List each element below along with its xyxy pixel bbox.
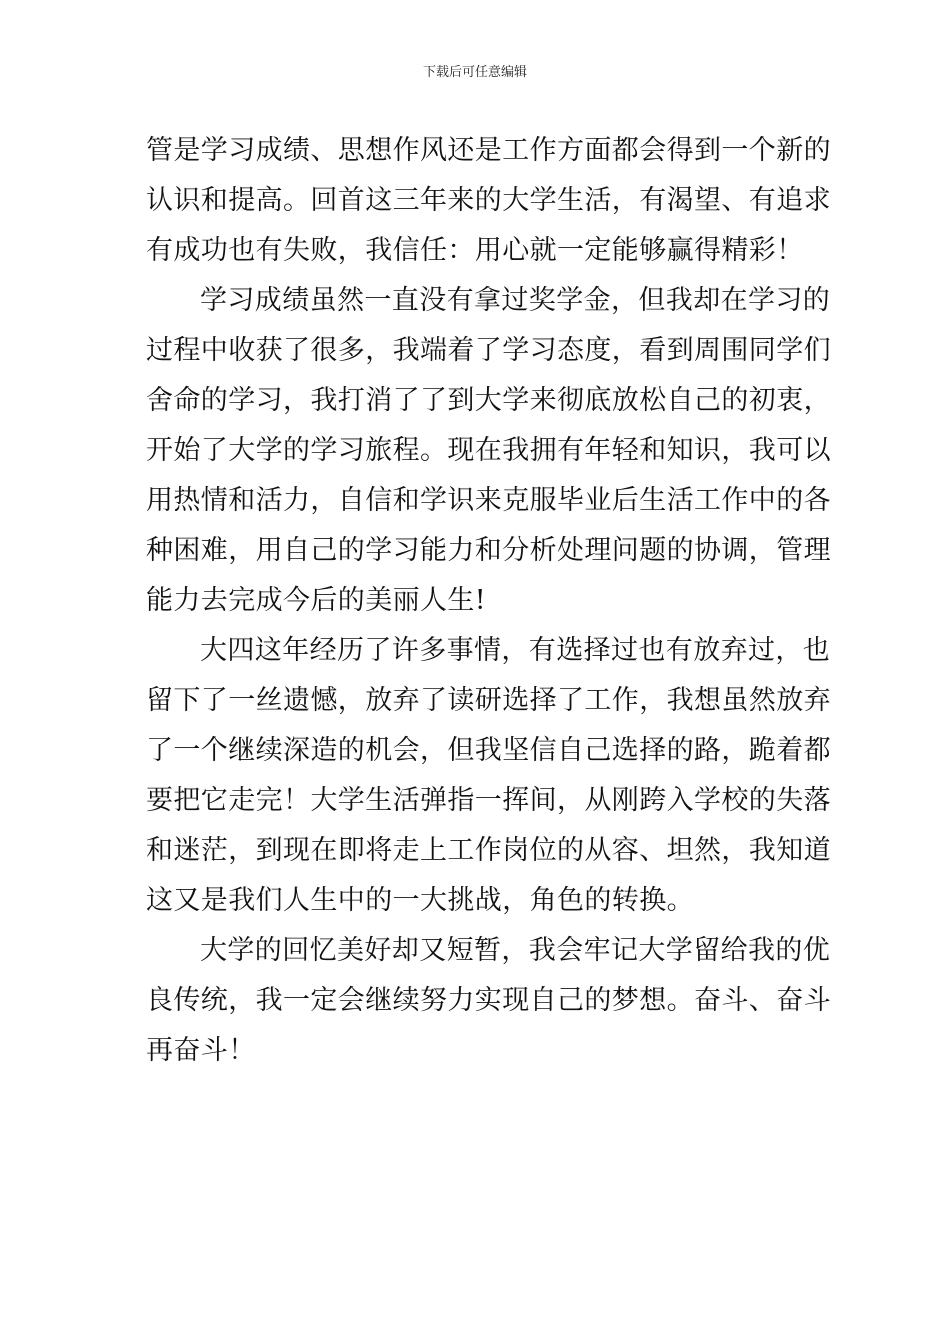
text-line: 大学的回忆美好却又短暂，我会牢记大学留给我的优 — [200, 935, 831, 966]
page-header: 下载后可任意编辑 — [422, 65, 527, 80]
text-line: 舍命的学习，我打消了了到大学来彻底放松自己的初衷， — [146, 385, 831, 416]
text-line: 管是学习成绩、思想作风还是工作方面都会得到一个新的 — [146, 135, 831, 166]
text-line: 大四这年经历了许多事情，有选择过也有放弃过，也 — [200, 635, 831, 666]
document-body — [146, 126, 831, 1076]
text-line: 有成功也有失败，我信任：用心就一定能够赢得精彩！ — [146, 235, 804, 266]
text-line: 认识和提高。回首这三年来的大学生活，有渴望、有追求 — [146, 185, 831, 216]
text-line: 了一个继续深造的机会，但我坚信自己选择的路，跪着都 — [146, 735, 831, 766]
text-line: 学习成绩虽然一直没有拿过奖学金，但我却在学习的 — [200, 285, 831, 316]
paragraph-2 — [146, 276, 831, 626]
text-line: 用热情和活力，自信和学识来克服毕业后生活工作中的各 — [146, 485, 831, 516]
text-line: 留下了一丝遗憾，放弃了读研选择了工作，我想虽然放弃 — [146, 685, 831, 716]
text-line: 良传统，我一定会继续努力实现自己的梦想。奋斗、奋斗 — [146, 985, 831, 1016]
text-line: 这又是我们人生中的一大挑战，角色的转换。 — [146, 885, 694, 916]
text-line: 种困难，用自己的学习能力和分析处理问题的协调，管理 — [146, 535, 831, 566]
text-line: 开始了大学的学习旅程。现在我拥有年轻和知识，我可以 — [146, 435, 831, 466]
text-line: 过程中收获了很多，我端着了学习态度，看到周围同学们 — [146, 335, 831, 366]
paragraph-1 — [146, 126, 831, 276]
text-line: 要把它走完！大学生活弹指一挥间，从刚跨入学校的失落 — [146, 785, 831, 816]
text-line: 能力去完成今后的美丽人生! — [146, 585, 487, 616]
text-line: 再奋斗！ — [146, 1035, 256, 1066]
paragraph-3 — [146, 626, 831, 926]
text-line: 和迷茫，到现在即将走上工作岗位的从容、坦然，我知道 — [146, 835, 831, 866]
paragraph-4 — [146, 926, 831, 1076]
